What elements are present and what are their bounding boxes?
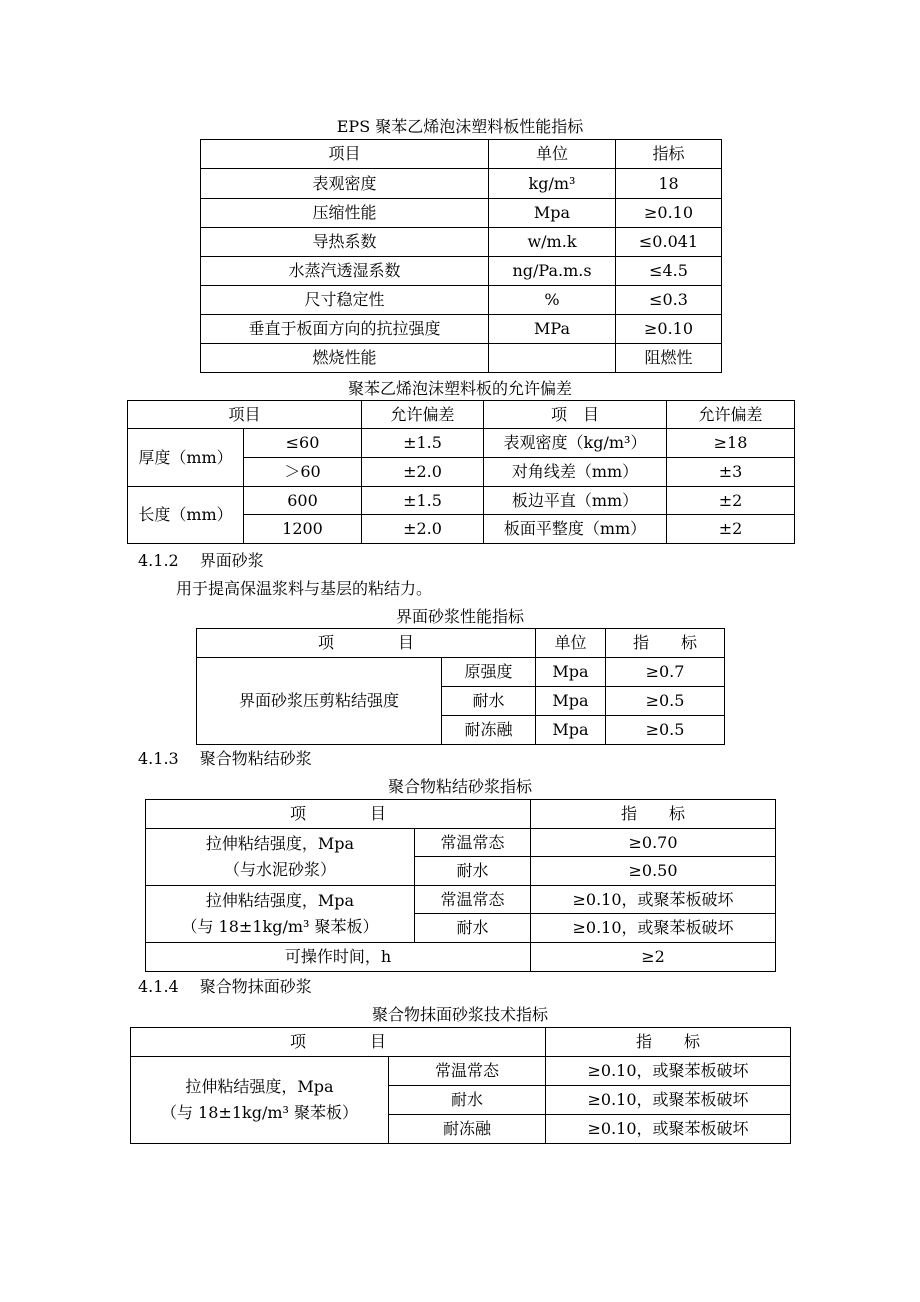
group-line-2: （与 18±1kg/m³ 聚苯板） — [160, 1103, 359, 1122]
cell-value: ≥0.10，或聚苯板破坏 — [546, 1086, 791, 1115]
cell-item: 压缩性能 — [201, 199, 489, 228]
cell-tolerance-2: ≥18 — [667, 429, 795, 458]
section-heading-4-1-4: 4.1.4 聚合物抹面砂浆 — [138, 977, 312, 996]
cell-sub: 耐水 — [415, 914, 531, 943]
header-unit: 单位 — [536, 629, 606, 658]
table2-caption: 聚苯乙烯泡沫塑料板的允许偏差 — [347, 379, 572, 398]
table3-caption: 界面砂浆性能指标 — [395, 607, 524, 626]
section-paragraph: 用于提高保温浆料与基层的粘结力。 — [176, 579, 433, 598]
cell-tolerance-2: ±3 — [667, 458, 795, 487]
cell-item: 导热系数 — [201, 228, 489, 257]
section-heading-4-1-2: 4.1.2 界面砂浆 — [138, 551, 264, 570]
cell-value: ≥0.50 — [531, 857, 776, 886]
cell-value: ≤0.041 — [616, 228, 722, 257]
cell-sub: 耐冻融 — [442, 716, 536, 745]
cell-unit: ng/Pa.m.s — [489, 257, 616, 286]
cell-value: ≥0.10，或聚苯板破坏 — [546, 1115, 791, 1144]
table-row — [201, 228, 722, 257]
group-line-1: 拉伸粘结强度，Mpa — [185, 1077, 334, 1096]
table-row — [201, 169, 722, 199]
polymer-plaster-mortar-table — [130, 1027, 791, 1144]
table-row — [146, 886, 776, 914]
table-row — [146, 829, 776, 857]
table-row — [131, 1057, 791, 1086]
cell-item: 表观密度 — [201, 169, 489, 199]
header-value: 指标 — [616, 140, 722, 169]
cell-value: 阻燃性 — [616, 344, 722, 373]
cell-tolerance: ±2.0 — [362, 515, 484, 544]
header-item-2: 项 目 — [484, 401, 667, 429]
table-row — [197, 658, 725, 687]
cell-spec: 600 — [244, 487, 362, 515]
section-heading-4-1-3: 4.1.3 聚合物粘结砂浆 — [138, 749, 312, 768]
group-cement-mortar — [146, 829, 415, 886]
cell-unit: Mpa — [536, 716, 606, 745]
header-item: 项目 — [128, 401, 362, 429]
cell-tolerance: ±1.5 — [362, 487, 484, 515]
polymer-bond-mortar-table — [145, 799, 776, 972]
cell-value: ≥2 — [531, 943, 776, 972]
cell-unit — [489, 344, 616, 373]
group-line-2: （与 18±1kg/m³ 聚苯板） — [181, 917, 379, 936]
table-row — [201, 344, 722, 373]
cell-spec: 1200 — [244, 515, 362, 544]
cell-item: 表观密度（kg/m³） — [484, 429, 667, 458]
cell-value: ≥0.10，或聚苯板破坏 — [531, 914, 776, 943]
cell-tolerance: ±2.0 — [362, 458, 484, 487]
cell-sub: 常温常态 — [389, 1057, 546, 1086]
cell-unit: MPa — [489, 315, 616, 344]
cell-item: 板边平直（mm） — [484, 487, 667, 515]
cell-sub: 常温常态 — [415, 886, 531, 914]
cell-unit: Mpa — [536, 687, 606, 716]
cell-sub: 耐水 — [442, 687, 536, 716]
table1-caption: EPS 聚苯乙烯泡沫塑料板性能指标 — [336, 117, 584, 136]
cell-value: ≥0.10，或聚苯板破坏 — [546, 1057, 791, 1086]
group-shear-bond: 界面砂浆压剪粘结强度 — [197, 658, 442, 745]
cell-spec: ≤60 — [244, 429, 362, 458]
group-thickness: 厚度（mm） — [128, 429, 244, 487]
group-line-1: 拉伸粘结强度，Mpa — [205, 891, 355, 910]
header-item: 项 目 — [131, 1028, 546, 1057]
header-tolerance: 允许偏差 — [362, 401, 484, 429]
cell-operable-time: 可操作时间，h — [146, 943, 531, 972]
header-value: 指 标 — [606, 629, 725, 658]
cell-unit: Mpa — [536, 658, 606, 687]
cell-value: ≥0.10 — [616, 199, 722, 228]
cell-value: ≥0.10 — [616, 315, 722, 344]
cell-tolerance-2: ±2 — [667, 487, 795, 515]
cell-sub: 耐水 — [389, 1086, 546, 1115]
cell-unit: kg/m³ — [489, 169, 616, 199]
cell-value: ≥0.7 — [606, 658, 725, 687]
cell-unit: Mpa — [489, 199, 616, 228]
cell-value: 18 — [616, 169, 722, 199]
cell-item: 板面平整度（mm） — [484, 515, 667, 544]
header-item: 项目 — [201, 140, 489, 169]
cell-sub: 原强度 — [442, 658, 536, 687]
cell-unit: % — [489, 286, 616, 315]
table-row — [128, 487, 795, 515]
cell-value: ≤0.3 — [616, 286, 722, 315]
header-value: 指 标 — [546, 1028, 791, 1057]
table4-caption: 聚合物粘结砂浆指标 — [387, 777, 532, 796]
cell-value: ≥0.70 — [531, 829, 776, 857]
group-length: 长度（mm） — [128, 487, 244, 544]
cell-sub: 耐水 — [415, 857, 531, 886]
eps-performance-table — [200, 139, 722, 373]
cell-value: ≥0.10，或聚苯板破坏 — [531, 886, 776, 914]
cell-value: ≥0.5 — [606, 687, 725, 716]
cell-item: 燃烧性能 — [201, 344, 489, 373]
table-row — [201, 257, 722, 286]
cell-value: ≥0.5 — [606, 716, 725, 745]
cell-sub: 耐冻融 — [389, 1115, 546, 1144]
eps-tolerance-table — [127, 400, 795, 544]
interface-mortar-table — [196, 628, 725, 745]
cell-unit: w/m.k — [489, 228, 616, 257]
header-item: 项 目 — [197, 629, 536, 658]
table-row — [146, 943, 776, 972]
group-line-1: 拉伸粘结强度，Mpa — [205, 834, 355, 853]
cell-item: 垂直于板面方向的抗拉强度 — [201, 315, 489, 344]
table-row — [201, 286, 722, 315]
cell-item: 水蒸汽透湿系数 — [201, 257, 489, 286]
table-row — [201, 199, 722, 228]
table-row — [201, 315, 722, 344]
group-line-2: （与水泥砂浆） — [223, 860, 336, 879]
header-value: 指 标 — [531, 800, 776, 829]
cell-item: 尺寸稳定性 — [201, 286, 489, 315]
cell-tolerance: ±1.5 — [362, 429, 484, 458]
cell-item: 对角线差（mm） — [484, 458, 667, 487]
cell-value: ≤4.5 — [616, 257, 722, 286]
cell-tolerance-2: ±2 — [667, 515, 795, 544]
header-unit: 单位 — [489, 140, 616, 169]
table5-caption: 聚合物抹面砂浆技术指标 — [371, 1005, 548, 1024]
header-tolerance-2: 允许偏差 — [667, 401, 795, 429]
group-eps-board — [146, 886, 415, 943]
cell-spec: ＞60 — [244, 458, 362, 487]
header-item: 项 目 — [146, 800, 531, 829]
cell-sub: 常温常态 — [415, 829, 531, 857]
group-eps-board — [131, 1057, 389, 1144]
table-row — [128, 429, 795, 458]
